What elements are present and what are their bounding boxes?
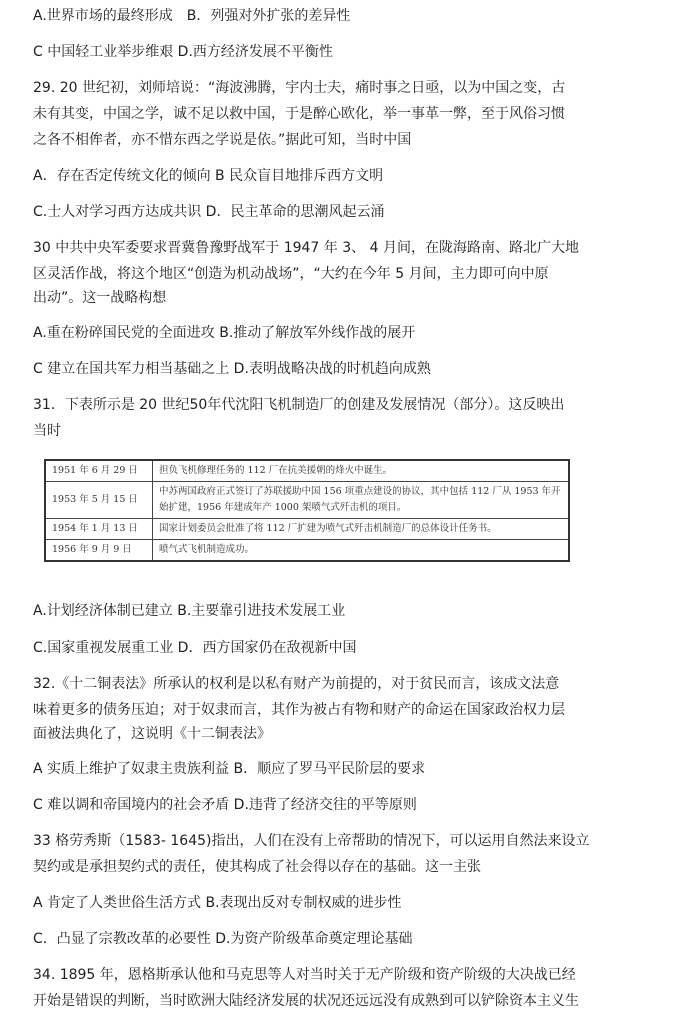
text-line: C.国家重视发展重工业 D．西方国家仍在敌视新中国: [33, 640, 357, 656]
table-row: [45, 519, 569, 540]
table-row: [45, 460, 569, 482]
text-line: 契约或是承担契约式的责任，使其构成了社会得以存在的基础。这一主张: [33, 859, 481, 875]
table-cell-date: 1954 年 1 月 13 日: [45, 519, 153, 540]
text-line: C．凸显了宗教改革的必要性 D.为资产阶级革命奠定理论基础: [33, 931, 413, 947]
text-line: 30 中共中央军委要求晋冀鲁豫野战军于 1947 年 3、 4 月间，在陇海路南、路北广大地: [33, 240, 579, 256]
text-line: 区灵活作战，将这个地区“创造为机动战场”，“大约在今年 5 月间，主力即可向中原: [33, 266, 549, 282]
text-line: 之各不相侔者，亦不惜东西之学说是依。”据此可知，当时中国: [33, 132, 412, 148]
table-cell-event: 喷气式飞机制造成功。: [153, 540, 570, 562]
table-cell-event: 国家计划委员会批准了将 112 厂扩建为喷气式歼击机制造厂的总体设计任务书。: [153, 519, 570, 540]
text-line: 34. 1895 年，恩格斯承认他和马克思等人对当时关于无产阶级和资产阶级的大决战已经: [33, 967, 576, 983]
text-line: A.重在粉碎国民党的全面进攻 B.推动了解放军外线作战的展开: [33, 325, 416, 341]
text-line: 出动”。这一战略构想: [33, 290, 167, 306]
text-line: 32.《十二铜表法》所承认的权利是以私有财产为前提的，对于贫民而言，该成文法意: [33, 676, 560, 692]
text-line: A 肯定了人类世俗生活方式 B.表现出反对专制权威的进步性: [33, 895, 402, 911]
history-table: [44, 459, 570, 562]
text-line: 33 格劳秀斯（1583- 1645)指出，人们在没有上帝帮助的情况下，可以运用自然法来设立: [33, 833, 590, 849]
text-line: 当时: [33, 423, 61, 439]
table-cell-date: 1951 年 6 月 29 日: [45, 460, 153, 482]
table-cell-date: 1956 年 9 月 9 日: [45, 540, 153, 562]
text-line: 未有其变，中国之学，诚不足以救中国，于是醉心欧化，举一事革一弊，至于风俗习惯: [33, 106, 565, 122]
table-cell-event: 担负飞机修理任务的 112 厂在抗美援朝的烽火中诞生。: [153, 460, 570, 482]
table-row: [45, 482, 569, 519]
table-row: [45, 540, 569, 562]
text-line: 面被法典化了，这说明《十二铜表法》: [33, 726, 271, 742]
text-line: A．存在否定传统文化的倾向 B 民众盲目地排斥西方文明: [33, 168, 384, 184]
text-line: 31．下表所示是 20 世纪50年代沈阳飞机制造厂的创建及发展情况（部分）。这反映出: [33, 397, 565, 413]
text-line: C 建立在国共军力相当基础之上 D.表明战略决战的时机趋向成熟: [33, 361, 431, 377]
text-line: C 中国轻工业举步维艰 D.西方经济发展不平衡性: [33, 44, 333, 60]
table-cell-date: 1953 年 5 月 15 日: [45, 482, 153, 519]
text-line: 味着更多的债务压迫；对于奴隶而言，其作为被占有物和财产的命运在国家政治权力层: [33, 702, 565, 718]
text-line: C.士人对学习西方达成共识 D．民主革命的思潮风起云涌: [33, 204, 385, 220]
text-line: A 实质上维护了奴隶主贵族利益 B．顺应了罗马平民阶层的要求: [33, 761, 426, 777]
text-line: A.计划经济体制已建立 B.主要靠引进技术发展工业: [33, 603, 346, 619]
text-line: A.世界市场的最终形成 B．列强对外扩张的差异性: [33, 8, 351, 24]
text-line: C 难以调和帝国境内的社会矛盾 D.违背了经济交往的平等原则: [33, 797, 417, 813]
text-line: 29. 20 世纪初，刘师培说：“海波沸腾，宇内士夫，痛时事之日亟，以为中国之变，古: [33, 80, 566, 96]
table-cell-event: 中苏两国政府正式签订了苏联援助中国 156 项重点建设的协议，其中包括 112 厂从 1953 年开始扩建，1956 年建成年产 1000 架喷气式歼击机的项目。: [153, 482, 570, 519]
text-line: 开始是错误的判断，当时欧洲大陆经济发展的状况还远远没有成熟到可以铲除资本主义生: [33, 993, 579, 1009]
